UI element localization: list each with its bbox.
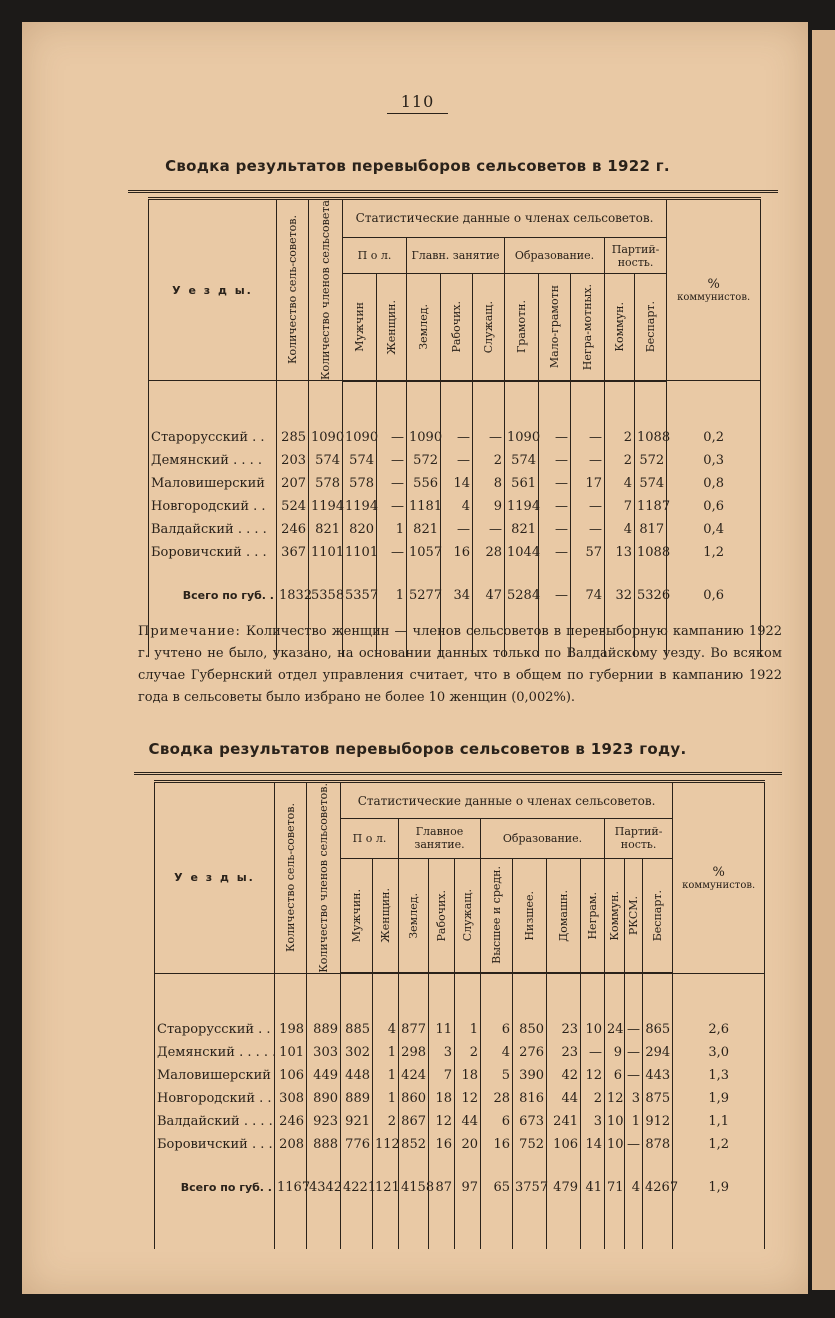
subcol-header: Беспарт. <box>643 858 673 973</box>
table1-title: Сводка результатов перевыборов сельсоветов в 1922 г. <box>165 157 670 175</box>
cell-value: 821 <box>505 518 539 541</box>
cell-value: 198 <box>275 1018 307 1041</box>
cell-value: 448 <box>341 1064 373 1087</box>
table-row <box>155 1064 765 1087</box>
cell-value: 865 <box>643 1018 673 1041</box>
pct-communists: 1,3 <box>673 1064 765 1087</box>
cell-value: 561 <box>505 472 539 495</box>
cell-value: 4 <box>373 1018 399 1041</box>
cell-value: 112 <box>373 1133 399 1156</box>
note-label: Примечание: <box>138 624 241 639</box>
note-text: Количество женщин — членов сельсоветов в перевыборную кампанию 1922 г. учтено не было, указано, на основании данных только по Валдайскому уезду. Во всяком случае Губернский отдел управления считает, что в общем по губернии в кампанию 1922 года в сельсоветы было избрано не более 10 женщин (0,002%). <box>138 624 783 705</box>
cell-value: 74 <box>571 584 605 607</box>
cell-value: 16 <box>481 1133 513 1156</box>
cell-value: 1181 <box>407 495 441 518</box>
cell-value: 4 <box>605 518 635 541</box>
group-pol: П о л. <box>341 819 399 858</box>
cell-value: — <box>539 449 571 472</box>
cell-value: 821 <box>407 518 441 541</box>
subcol-header: Рабочих. <box>441 274 473 381</box>
subcol-header: Неграм. <box>581 858 605 973</box>
next-page-edge <box>812 30 835 1290</box>
cell-value: 1057 <box>407 541 441 564</box>
group-obrazovanie: Образование. <box>481 819 605 858</box>
cell-value: — <box>441 426 473 449</box>
cell-value: 28 <box>473 541 505 564</box>
cell-value: 302 <box>341 1041 373 1064</box>
pct-communists: 1,1 <box>673 1110 765 1133</box>
cell-value: 912 <box>643 1110 673 1133</box>
subcol-header: Служащ. <box>473 274 505 381</box>
col-selsovetov: Количество сель-советов. <box>275 782 307 974</box>
cell-value: 12 <box>429 1110 455 1133</box>
cell-value: 97 <box>455 1176 481 1199</box>
cell-value: 390 <box>513 1064 547 1087</box>
cell-value: 572 <box>635 449 667 472</box>
cell-value: 10 <box>605 1133 625 1156</box>
pct-communists: 0,8 <box>667 472 761 495</box>
cell-value: 2 <box>455 1041 481 1064</box>
cell-value: 2 <box>373 1110 399 1133</box>
subcol-header: Высшее и средн. <box>481 858 513 973</box>
pct-communists: 1,9 <box>673 1087 765 1110</box>
pct-communists: 0,4 <box>667 518 761 541</box>
subcol-header: Коммун. <box>605 274 635 381</box>
cell-value: 298 <box>399 1041 429 1064</box>
cell-value: 14 <box>441 472 473 495</box>
cell-value: — <box>539 495 571 518</box>
cell-value: 241 <box>547 1110 581 1133</box>
cell-value: 877 <box>399 1018 429 1041</box>
table1-top-rule <box>128 190 778 193</box>
cell-value: 303 <box>307 1041 341 1064</box>
subcol-header: Женщин. <box>373 858 399 973</box>
cell-value: 7 <box>605 495 635 518</box>
cell-value: — <box>377 495 407 518</box>
table-1923 <box>154 780 765 1249</box>
cell-value: 4342 <box>307 1176 341 1199</box>
cell-value: 1194 <box>309 495 343 518</box>
pct-communists: 0,6 <box>667 584 761 607</box>
cell-value: 888 <box>307 1133 341 1156</box>
cell-value: — <box>571 449 605 472</box>
pct-communists: 0,2 <box>667 426 761 449</box>
cell-value: — <box>581 1041 605 1064</box>
col-uezdy: У е з д ы. <box>149 199 277 381</box>
cell-value: — <box>625 1018 643 1041</box>
cell-value: 1090 <box>343 426 377 449</box>
col-pct: % коммунистов. <box>673 782 765 974</box>
cell-value: 13 <box>605 541 635 564</box>
table-row <box>149 472 761 495</box>
cell-value: 23 <box>547 1018 581 1041</box>
cell-value: 367 <box>277 541 309 564</box>
uezd-name: Маловишерский <box>149 472 277 495</box>
page-number: 110 <box>0 92 835 111</box>
subcol-header: Мало-грамотн <box>539 274 571 381</box>
cell-value: 1090 <box>407 426 441 449</box>
cell-value: 41 <box>581 1176 605 1199</box>
cell-value: 10 <box>605 1110 625 1133</box>
pct-communists: 2,6 <box>673 1018 765 1041</box>
pct-communists: 1,2 <box>673 1133 765 1156</box>
cell-value: 121 <box>373 1176 399 1199</box>
cell-value: — <box>539 426 571 449</box>
cell-value: 1101 <box>309 541 343 564</box>
cell-value: — <box>473 518 505 541</box>
cell-value: 3 <box>429 1041 455 1064</box>
cell-value: — <box>539 518 571 541</box>
table-row <box>155 1041 765 1064</box>
cell-value: — <box>441 449 473 472</box>
subcol-header: Коммун. <box>605 858 625 973</box>
cell-value: 2 <box>581 1087 605 1110</box>
total-row <box>149 584 761 607</box>
cell-value: 424 <box>399 1064 429 1087</box>
cell-value: 885 <box>341 1018 373 1041</box>
cell-value: 4 <box>441 495 473 518</box>
cell-value: 449 <box>307 1064 341 1087</box>
cell-value: 20 <box>455 1133 481 1156</box>
cell-value: 867 <box>399 1110 429 1133</box>
cell-value: — <box>625 1041 643 1064</box>
cell-value: 6 <box>481 1018 513 1041</box>
cell-value: 1 <box>377 518 407 541</box>
uezd-name: Боровичский . . . <box>149 541 277 564</box>
cell-value: 3 <box>581 1110 605 1133</box>
cell-value: 776 <box>341 1133 373 1156</box>
cell-value: — <box>625 1133 643 1156</box>
cell-value: 860 <box>399 1087 429 1110</box>
subcol-header: Домашн. <box>547 858 581 973</box>
cell-value: 443 <box>643 1064 673 1087</box>
pct-communists: 1,9 <box>673 1176 765 1199</box>
cell-value: 1088 <box>635 426 667 449</box>
cell-value: 889 <box>307 1018 341 1041</box>
uezd-name: Демянский . . . . . <box>155 1041 275 1064</box>
cell-value: 1187 <box>635 495 667 518</box>
cell-value: 4267 <box>643 1176 673 1199</box>
cell-value: 16 <box>429 1133 455 1156</box>
cell-value: 1167 <box>275 1176 307 1199</box>
cell-value: 9 <box>605 1041 625 1064</box>
table-row <box>155 1087 765 1110</box>
cell-value: — <box>473 426 505 449</box>
cell-value: 101 <box>275 1041 307 1064</box>
cell-value: 1194 <box>343 495 377 518</box>
cell-value: 203 <box>277 449 309 472</box>
cell-value: 817 <box>635 518 667 541</box>
cell-value: 1 <box>373 1064 399 1087</box>
cell-value: 17 <box>571 472 605 495</box>
cell-value: 32 <box>605 584 635 607</box>
uezd-name: Новгородский . . <box>149 495 277 518</box>
cell-value: 2 <box>473 449 505 472</box>
cell-value: 1 <box>373 1041 399 1064</box>
cell-value: 4221 <box>341 1176 373 1199</box>
cell-value: 4158 <box>399 1176 429 1199</box>
subcol-header: Служащ. <box>455 858 481 973</box>
group-partiinost: Партий-ность. <box>605 819 673 858</box>
cell-value: — <box>571 426 605 449</box>
table-row <box>149 541 761 564</box>
subcol-header: Низшее. <box>513 858 547 973</box>
cell-value: 42 <box>547 1064 581 1087</box>
cell-value: 6 <box>605 1064 625 1087</box>
cell-value: 2 <box>605 449 635 472</box>
subcol-header: Землед. <box>399 858 429 973</box>
cell-value: 1090 <box>505 426 539 449</box>
cell-value: 1 <box>455 1018 481 1041</box>
cell-value: 44 <box>547 1087 581 1110</box>
cell-value: — <box>377 449 407 472</box>
col-uezdy: У е з д ы. <box>155 782 275 974</box>
cell-value: 12 <box>605 1087 625 1110</box>
cell-value: 1090 <box>309 426 343 449</box>
cell-value: — <box>377 541 407 564</box>
cell-value: 87 <box>429 1176 455 1199</box>
cell-value: 1 <box>377 584 407 607</box>
cell-value: 5284 <box>505 584 539 607</box>
cell-value: — <box>625 1064 643 1087</box>
group-zanyatie: Главн. занятие <box>407 237 505 273</box>
cell-value: — <box>539 584 571 607</box>
cell-value: — <box>539 472 571 495</box>
cell-value: — <box>571 518 605 541</box>
cell-value: 6 <box>481 1110 513 1133</box>
cell-value: 673 <box>513 1110 547 1133</box>
cell-value: 923 <box>307 1110 341 1133</box>
cell-value: — <box>441 518 473 541</box>
cell-value: 308 <box>275 1087 307 1110</box>
cell-value: 65 <box>481 1176 513 1199</box>
table-1922 <box>148 197 761 657</box>
pct-communists: 0,3 <box>667 449 761 472</box>
cell-value: 1194 <box>505 495 539 518</box>
col-chlenov: Количество членов сельсовета <box>309 199 343 381</box>
cell-value: 24 <box>605 1018 625 1041</box>
cell-value: 34 <box>441 584 473 607</box>
subcol-header: Рабочих. <box>429 858 455 973</box>
cell-value: 4 <box>605 472 635 495</box>
cell-value: — <box>571 495 605 518</box>
uezd-name: Валдайский . . . . <box>155 1110 275 1133</box>
cell-value: 246 <box>275 1110 307 1133</box>
cell-value: 574 <box>343 449 377 472</box>
table2-top-rule <box>134 772 782 775</box>
subcol-header: Беспарт. <box>635 274 667 381</box>
cell-value: 246 <box>277 518 309 541</box>
cell-value: 12 <box>581 1064 605 1087</box>
table-row <box>149 449 761 472</box>
cell-value: 207 <box>277 472 309 495</box>
cell-value: 574 <box>309 449 343 472</box>
group-zanyatie: Главное занятие. <box>399 819 481 858</box>
cell-value: 578 <box>309 472 343 495</box>
cell-value: 890 <box>307 1087 341 1110</box>
col-stat: Статистические данные о членах сельсоветов. <box>341 782 673 819</box>
cell-value: 71 <box>605 1176 625 1199</box>
cell-value: 47 <box>473 584 505 607</box>
subcol-header: Землед. <box>407 274 441 381</box>
cell-value: 285 <box>277 426 309 449</box>
uezd-name: Боровичский . . . <box>155 1133 275 1156</box>
uezd-name: Старорусский . . <box>155 1018 275 1041</box>
cell-value: 479 <box>547 1176 581 1199</box>
cell-value: 18 <box>455 1064 481 1087</box>
cell-value: — <box>377 426 407 449</box>
cell-value: — <box>539 541 571 564</box>
col-selsovetov: Количество сель-советов. <box>277 199 309 381</box>
table-row <box>155 1110 765 1133</box>
cell-value: 5358 <box>309 584 343 607</box>
cell-value: 556 <box>407 472 441 495</box>
cell-value: 44 <box>455 1110 481 1133</box>
cell-value: 4 <box>481 1041 513 1064</box>
cell-value: 2 <box>605 426 635 449</box>
cell-value: 57 <box>571 541 605 564</box>
cell-value: 5277 <box>407 584 441 607</box>
pct-communists: 1,2 <box>667 541 761 564</box>
uezd-name: Маловишерский <box>155 1064 275 1087</box>
cell-value: 28 <box>481 1087 513 1110</box>
note-paragraph <box>138 621 782 709</box>
cell-value: 752 <box>513 1133 547 1156</box>
col-pct: % коммунистов. <box>667 199 761 381</box>
uezd-name: Демянский . . . . <box>149 449 277 472</box>
cell-value: 14 <box>581 1133 605 1156</box>
cell-value: 852 <box>399 1133 429 1156</box>
uezd-name: Валдайский . . . . <box>149 518 277 541</box>
cell-value: 8 <box>473 472 505 495</box>
cell-value: 7 <box>429 1064 455 1087</box>
cell-value: 1088 <box>635 541 667 564</box>
uezd-name: Всего по губ. . <box>149 584 277 607</box>
group-obrazovanie: Образование. <box>505 237 605 273</box>
total-row <box>155 1176 765 1199</box>
subcol-header: Негра-мотных. <box>571 274 605 381</box>
cell-value: 4 <box>625 1176 643 1199</box>
cell-value: 10 <box>581 1018 605 1041</box>
cell-value: 106 <box>547 1133 581 1156</box>
group-pol: П о л. <box>343 237 407 273</box>
cell-value: 3 <box>625 1087 643 1110</box>
uezd-name: Новгородский . . <box>155 1087 275 1110</box>
subcol-header: Мужчин <box>343 274 377 381</box>
table-row <box>155 1133 765 1156</box>
cell-value: 574 <box>635 472 667 495</box>
cell-value: 875 <box>643 1087 673 1110</box>
cell-value: 850 <box>513 1018 547 1041</box>
cell-value: 574 <box>505 449 539 472</box>
cell-value: 1 <box>373 1087 399 1110</box>
table-row <box>149 495 761 518</box>
cell-value: 578 <box>343 472 377 495</box>
table2-title: Сводка результатов перевыборов сельсоветов в 1923 году. <box>148 740 687 758</box>
cell-value: 820 <box>343 518 377 541</box>
cell-value: 921 <box>341 1110 373 1133</box>
cell-value: 276 <box>513 1041 547 1064</box>
cell-value: 3757 <box>513 1176 547 1199</box>
subcol-header: Женщин. <box>377 274 407 381</box>
cell-value: 524 <box>277 495 309 518</box>
table-row <box>149 518 761 541</box>
cell-value: 5357 <box>343 584 377 607</box>
cell-value: 16 <box>441 541 473 564</box>
cell-value: 208 <box>275 1133 307 1156</box>
group-partiinost: Партий-ность. <box>605 237 667 273</box>
cell-value: 23 <box>547 1041 581 1064</box>
cell-value: 294 <box>643 1041 673 1064</box>
subcol-header: РКСМ. <box>625 858 643 973</box>
cell-value: 9 <box>473 495 505 518</box>
cell-value: 878 <box>643 1133 673 1156</box>
uezd-name: Старорусский . . <box>149 426 277 449</box>
cell-value: 1832 <box>277 584 309 607</box>
cell-value: 816 <box>513 1087 547 1110</box>
subcol-header: Грамотн. <box>505 274 539 381</box>
cell-value: 18 <box>429 1087 455 1110</box>
cell-value: 106 <box>275 1064 307 1087</box>
subcol-header: Мужчин. <box>341 858 373 973</box>
col-stat: Статистические данные о членах сельсоветов. <box>343 199 667 238</box>
cell-value: 12 <box>455 1087 481 1110</box>
cell-value: — <box>377 472 407 495</box>
pct-communists: 3,0 <box>673 1041 765 1064</box>
table-row <box>155 1018 765 1041</box>
cell-value: 1101 <box>343 541 377 564</box>
cell-value: 1 <box>625 1110 643 1133</box>
uezd-name: Всего по губ. . <box>155 1176 275 1199</box>
cell-value: 821 <box>309 518 343 541</box>
cell-value: 889 <box>341 1087 373 1110</box>
cell-value: 5326 <box>635 584 667 607</box>
cell-value: 1044 <box>505 541 539 564</box>
cell-value: 5 <box>481 1064 513 1087</box>
cell-value: 11 <box>429 1018 455 1041</box>
pct-communists: 0,6 <box>667 495 761 518</box>
col-chlenov: Количество членов сельсоветов. <box>307 782 341 974</box>
cell-value: 572 <box>407 449 441 472</box>
table-row <box>149 426 761 449</box>
